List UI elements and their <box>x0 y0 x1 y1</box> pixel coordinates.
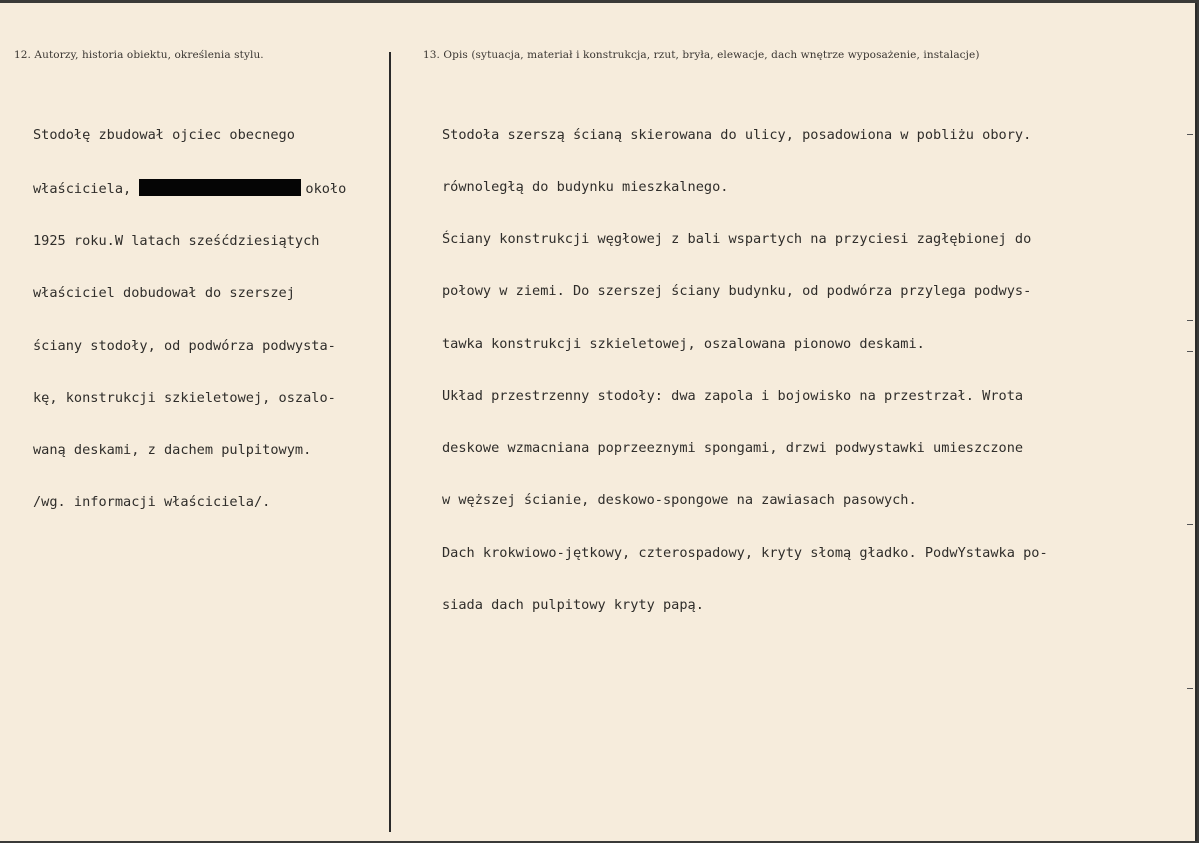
section-13-header: 13. Opis (sytuacja, materiał i konstrukcja, rzut, bryła, elewacje, dach wnętrze wyposażenie, instalacje) <box>423 49 980 61</box>
description-line: połowy w ziemi. Do szerszej ściany budynku, od podwórza przylega podwys- <box>442 283 1032 300</box>
description-line: siada dach pulpitowy kryty papą. <box>442 596 704 613</box>
history-line-part: około <box>305 181 347 198</box>
description-line: Stodoła szerszą ścianą skierowana do ulicy, posadowiona w pobliżu obory. <box>442 126 1032 143</box>
history-line: ściany stodoły, od podwórza podwysta- <box>33 337 336 354</box>
history-line <box>33 179 346 198</box>
description-line: w węższej ścianie, deskowo-spongowe na zawiasach pasowych. <box>442 492 917 509</box>
margin-tick <box>1187 134 1193 135</box>
description-line: deskowe wzmacniana poprzeeznymi spongami, drzwi podwystawki umieszczone <box>442 440 1024 457</box>
margin-tick <box>1187 688 1193 689</box>
section-12-header: 12. Autorzy, historia obiektu, określenia stylu. <box>14 49 264 61</box>
history-line-part: właściciela, <box>33 181 132 198</box>
description-text <box>442 92 1048 649</box>
history-line: Stodołę zbudował ojciec obecnego <box>33 126 295 143</box>
description-line: Dach krokwiowo-jętkowy, czterospadowy, kryty słomą gładko. PodwYstawka po- <box>442 544 1048 561</box>
history-line: waną deskami, z dachem pulpitowym. <box>33 442 312 459</box>
description-line: równoległą do budynku mieszkalnego. <box>442 179 729 196</box>
description-line: Układ przestrzenny stodoły: dwa zapola i bojowisko na przestrzał. Wrota <box>442 387 1024 404</box>
column-divider <box>389 52 391 832</box>
history-line: /wg. informacji właściciela/. <box>33 494 271 511</box>
description-line: tawka konstrukcji szkieletowej, oszalowana pionowo deskami. <box>442 335 925 352</box>
margin-tick <box>1187 320 1193 321</box>
history-line: 1925 roku.W latach sześćdziesiątych <box>33 233 320 250</box>
history-line: właściciel dobudował do szerszej <box>33 285 295 302</box>
margin-tick <box>1187 524 1193 525</box>
redaction-bar <box>139 179 301 196</box>
description-line: Ściany konstrukcji węgłowej z bali wspartych na przyciesi zagłębionej do <box>442 231 1032 248</box>
history-line: kę, konstrukcji szkieletowej, oszalo- <box>33 389 336 406</box>
margin-tick <box>1187 351 1193 352</box>
history-text <box>33 92 346 547</box>
record-card <box>0 3 1197 841</box>
